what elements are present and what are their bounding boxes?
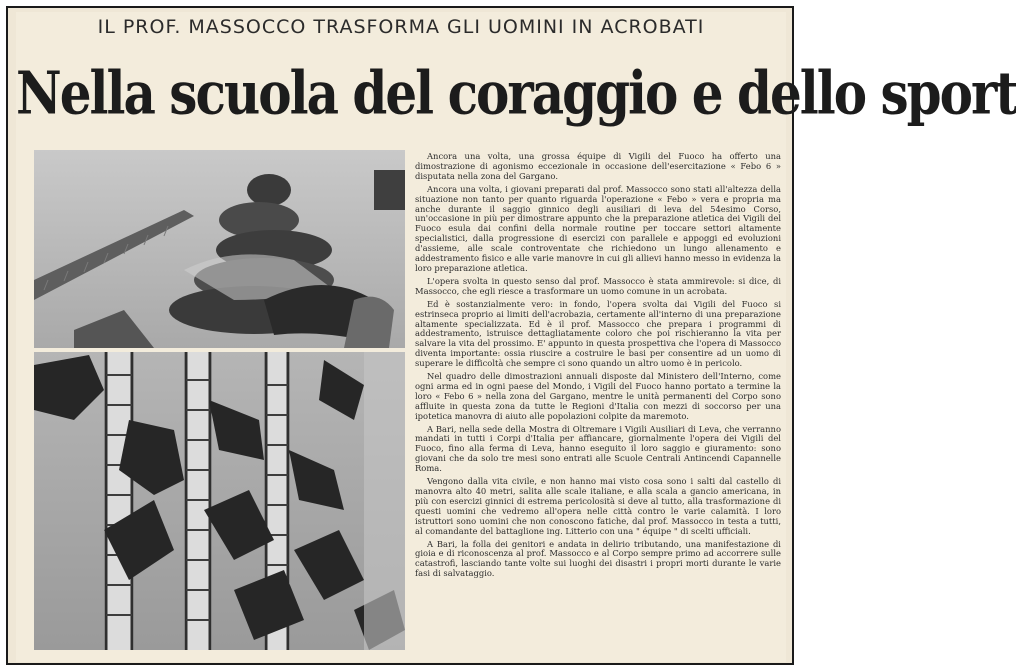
main-headline: Nella scuola del coraggio e dello sport [16,58,1016,128]
article-paragraph-7: Vengono dalla vita civile, e non hanno mai visto cosa sono i salti dal castello di manovra alto 40 metri, salita alle scale italiane, e alla scala a gancio americana, in più con esercizi ginnici di estrema pericolosità si deve al tutto, alla trasformazione di questi uomini che vedremo all'opera nelle città contro le varie calamità. I loro istruttori sono uomini che non conoscono fatiche, dal prof. Massocco in testa a tutti, al comandante del battaglione ing. Litterio con una " équipe " di scelti ufficiali. [415,476,781,536]
newspaper-clipping [16,12,1016,662]
article-paragraph-4: Ed è sostanzialmente vero: in fondo, l'opera svolta dai Vigili del Fuoco si estrinseca proprio ai limiti dell'acrobazia, certamente all'interno di una preparazione altamente specializzata. Ed è il prof. Massocco che prepara i programmi di addestramento, istruisce dettagliatamente coloro che poi rischieranno la vita per salvare la vita del prossimo. E' appunto in questa prospettiva che l'opera di Massocco diventa importante: ossia riuscire a costruire le basi per consentire ad un uomo di superare le difficoltà che sempre ci sono quando un altro uomo è in pericolo. [415,298,781,369]
article-paragraph-3: L'opera svolta in questo senso dal prof. Massocco è stata ammirevole: si dice, di Massocco, che egli riesce a trasformare un uomo comune in un acrobata. [415,275,781,296]
acrobats-photo [34,150,405,650]
acrobats-photo-illustration [34,150,405,650]
kicker-headline: IL PROF. MASSOCCO TRASFORMA GLI UOMINI IN ACROBATI [97,16,705,38]
article-paragraph-2: Ancora una volta, i giovani preparati dal prof. Massocco sono stati all'altezza della situazione non tanto per quanto riguarda l'operazione « Febo » vera e propria ma anche durante il saggio ginnico degli ausiliari di leva del 54esimo Corso, un'occasione in più per dimostrare appunto che la preparazione atletica dei Vigili del Fuoco esula dai confini della normale routine per toccare settori altamente specialistici, dalla progressione di esercizi con parallele e appoggi ed evoluzioni d'assieme, alle scale controventate che richiedono un lungo allenamento e addestramento fisico e alle varie manovre in cui gli allievi hanno messo in evidenza la loro preparazione atletica. [415,183,781,273]
article-paragraph-5: Nel quadro delle dimostrazioni annuali disposte dal Ministero dell'Interno, come ogni arma ed in ogni paese del Mondo, i Vigili del Fuoco hanno portato a termine la loro « Febo 6 » nella zona del Gargano, mentre le unità permanenti del Corpo sono affluite in questa zona da tutte le Regioni d'Italia con mezzi di soccorso per una ipotetica manovra di aiuto alle popolazioni colpite da maremoto. [415,371,781,421]
article-paragraph-8: A Bari, la folla dei genitori e andata in delirio tributando, una manifestazione di gioia e di riconoscenza al prof. Massocco e al Corpo sempre primo ad accorrere sulle catastrofi, lasciando tante volte sui luoghi dei disastri i propri morti durante le varie fasi di salvataggio. [415,538,781,579]
article-paragraph-6: A Bari, nella sede della Mostra di Oltremare i Vigili Ausiliari di Leva, che verranno mandati in tutti i Corpi d'Italia per affiancare, giornalmente l'opera dei Vigili del Fuoco, fino alla ferma di Leva, hanno eseguito il loro saggio e giuramento: sono giovani che da solo tre mesi sono entrati alle Scuole Centrali Antincendi Capannelle Roma. [415,423,781,474]
article-paragraph-1: Ancora una volta, una grossa équipe di Vigili del Fuoco ha offerto una dimostrazione di agonismo eccezionale in occasione dell'esercitazione « Febo 6 » disputata nella zona del Gargano. [415,151,781,181]
clipping-frame [6,6,1016,665]
article-body [415,152,781,656]
